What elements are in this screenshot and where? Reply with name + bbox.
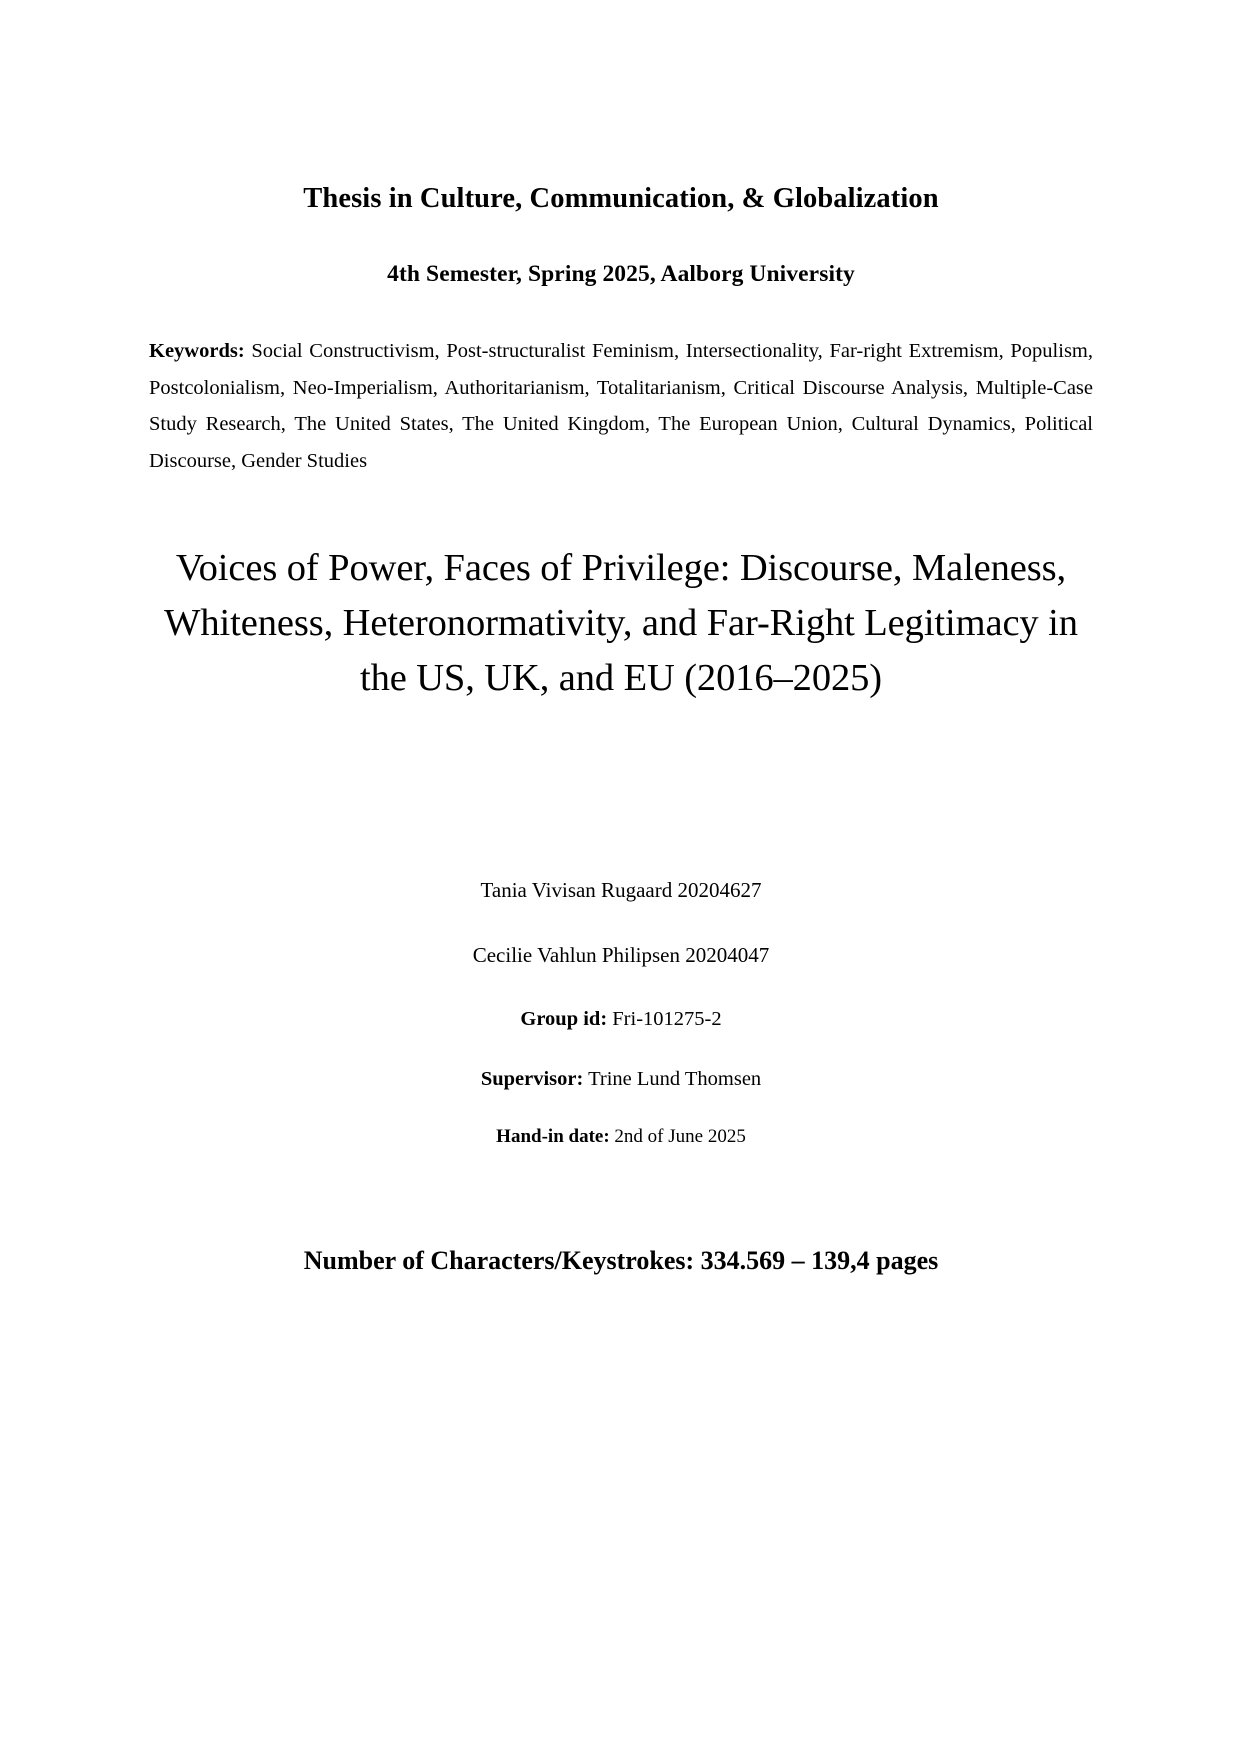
authorship-block	[149, 705, 1093, 1183]
author-name-secondary: Cecilie Vahlun Philipsen 20204047	[472, 942, 770, 967]
supervisor-line	[149, 1066, 1093, 1126]
supervisor-label: Supervisor:	[480, 1067, 584, 1090]
keywords-list: Social Constructivism, Post-structuralist Feminism, Intersectionality, Far-right Extremism, Populism, Postcolonialism, Neo-Imperialism, Authoritarianism, Totalitarianism, Critical Discourse Analysis, Multiple-Case Study Research, The United States, The United Kingdom, The European Union, Cultural Dynamics, Political Discourse, Gender Studies	[149, 340, 1093, 472]
supervisor-value: Trine Lund Thomsen	[583, 1067, 762, 1090]
author-name-primary: Tania Vivisan Rugaard 20204627	[480, 878, 762, 903]
character-count: Number of Characters/Keystrokes: 334.569 – 139,4 pages	[303, 1245, 939, 1275]
document-heading: Thesis in Culture, Communication, & Globalization	[303, 183, 939, 214]
keywords-label: Keywords:	[149, 340, 245, 363]
group-id-line	[149, 1006, 1093, 1066]
keywords-paragraph	[149, 288, 1093, 479]
handin-date-value: 2nd of June 2025	[609, 1126, 746, 1148]
page-title: Voices of Power, Faces of Privilege: Discourse, Maleness, Whiteness, Heteronormativity, and Far-Right Legitimacy in the US, UK, and EU (2016–2025)	[164, 547, 1078, 699]
handin-date-line	[149, 1125, 1093, 1183]
group-id-value: Fri-101275-2	[607, 1007, 722, 1030]
handin-date-label: Hand-in date:	[496, 1126, 610, 1148]
document-subheading: 4th Semester, Spring 2025, Aalborg University	[387, 261, 855, 288]
group-id-label: Group id:	[520, 1007, 608, 1030]
page-content	[149, 0, 1093, 1276]
